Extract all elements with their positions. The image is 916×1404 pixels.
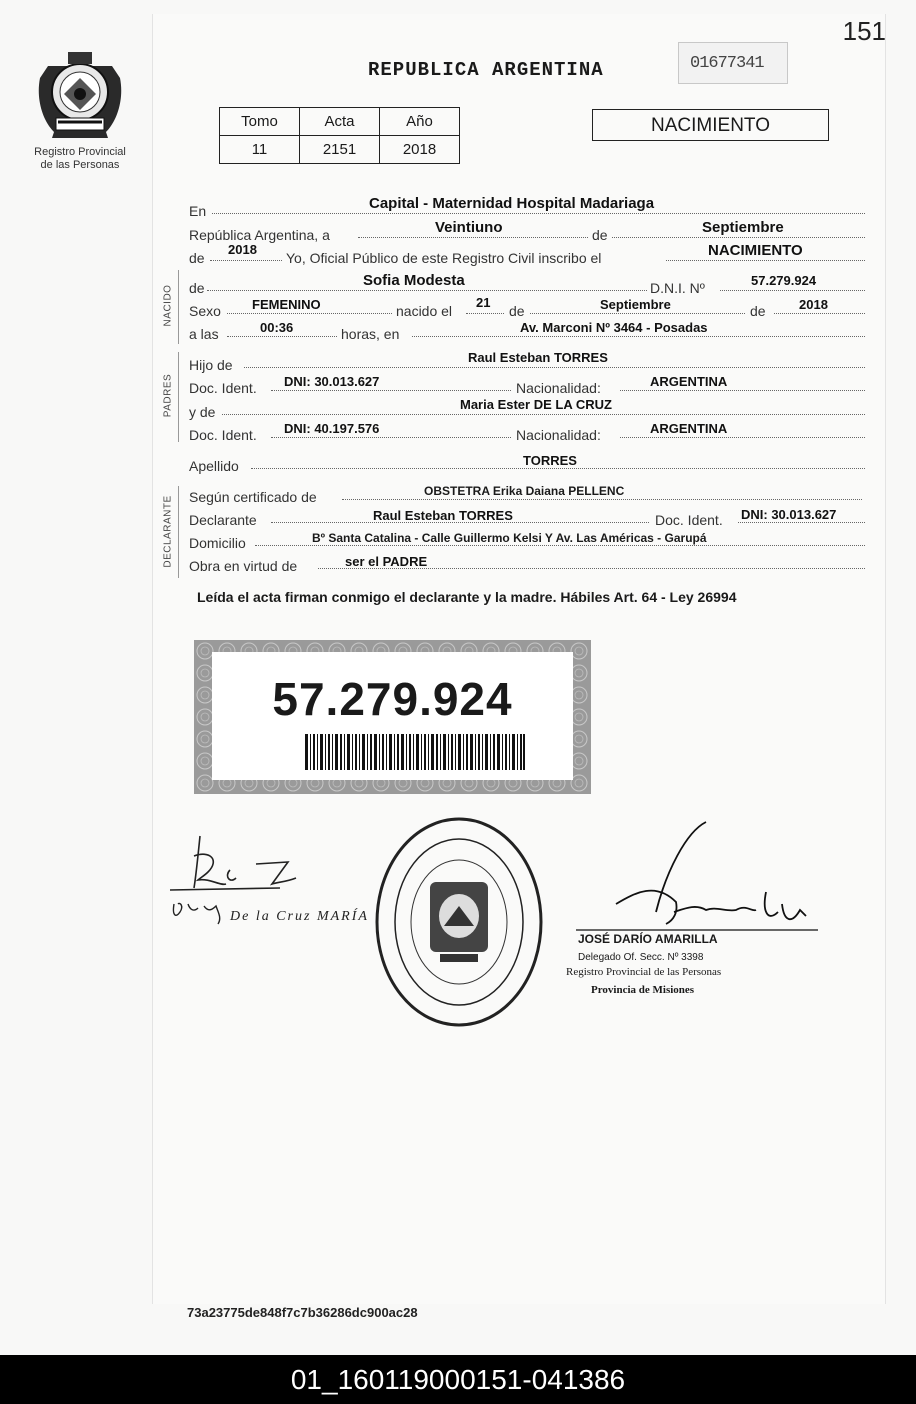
official-name: JOSÉ DARÍO AMARILLA — [578, 932, 718, 946]
month-value: Septiembre — [702, 219, 784, 236]
padres-divider — [178, 352, 179, 442]
birth-month-line — [530, 313, 745, 314]
mother-doc: DNI: 40.197.576 — [284, 421, 380, 436]
oficial-text: Yo, Oficial Público de este Registro Civil inscribo el — [286, 250, 602, 266]
de-label: de — [592, 227, 608, 243]
father-doc: DNI: 30.013.627 — [284, 374, 380, 389]
father-name: Raul Esteban TORRES — [468, 350, 608, 365]
registry-name-line2: de las Personas — [40, 159, 120, 171]
place-line — [212, 213, 865, 214]
birth-time: 00:36 — [260, 320, 294, 335]
sexo-line — [227, 313, 392, 314]
year-value: 2018 — [228, 242, 257, 257]
child-dni: 57.279.924 — [751, 273, 817, 288]
birth-month: Septiembre — [600, 297, 671, 312]
official-seal — [374, 816, 544, 1028]
address-line — [412, 336, 865, 337]
seal-outer-text — [408, 1036, 409, 1037]
name-line — [207, 290, 647, 291]
father-line — [244, 367, 865, 368]
nacido-divider — [178, 270, 179, 344]
dni-line — [720, 290, 865, 291]
birth-day: 21 — [476, 295, 491, 310]
official-role: Delegado Of. Secc. Nº 3398 — [578, 952, 704, 963]
mother-doc-label: Doc. Ident. — [189, 427, 257, 443]
mother-line — [222, 414, 865, 415]
document-hash: 73a23775de848f7c7b36286dc900ac28 — [187, 1305, 418, 1320]
declarante-divider — [178, 486, 179, 578]
domicilio-value: Bº Santa Catalina - Calle Guillermo Kelsi Y Av. Las Américas - Garupá — [312, 531, 707, 545]
domicilio-label: Domicilio — [189, 535, 246, 551]
official-province: Provincia de Misiones — [591, 984, 695, 996]
certificado-line — [342, 499, 862, 500]
register-table — [219, 107, 460, 164]
declarante-doc: DNI: 30.013.627 — [741, 507, 837, 522]
mother-doc-line — [271, 437, 511, 438]
event-value: NACIMIENTO — [708, 242, 803, 259]
dni-sticker — [194, 640, 591, 794]
apellido-value: TORRES — [523, 453, 577, 468]
nacido-el-label: nacido el — [396, 303, 453, 319]
official-registry: Registro Provincial de las Personas — [566, 966, 722, 978]
sticker-label — [212, 652, 573, 780]
republica-label: República Argentina, a — [189, 227, 330, 243]
day-line — [358, 237, 588, 238]
declarante-value: Raul Esteban TORRES — [373, 508, 513, 523]
padres-section-label: PADRES — [162, 373, 174, 418]
serial-number: 01677341 — [690, 54, 764, 73]
sexo-value: FEMENINO — [252, 297, 321, 312]
apellido-label: Apellido — [189, 458, 239, 474]
nacido-section-label: NACIDO — [162, 284, 174, 327]
month-line — [612, 237, 865, 238]
father-nat-line — [620, 390, 865, 391]
certificado-value: OBSTETRA Erika Daiana PELLENC — [424, 484, 625, 498]
registry-name-line1: Registro Provincial — [34, 146, 126, 158]
day-value: Veintiuno — [435, 219, 503, 236]
father-doc-line — [271, 390, 511, 391]
event-line — [666, 260, 865, 261]
certificado-label: Según certificado de — [189, 489, 317, 505]
sexo-label: Sexo — [189, 303, 221, 319]
birth-year: 2018 — [799, 297, 828, 312]
tomo-header: Tomo — [220, 108, 300, 136]
mother-nationality: ARGENTINA — [650, 421, 728, 436]
mother-nat-label: Nacionalidad: — [516, 427, 601, 443]
de-label-4: de — [750, 303, 766, 319]
place-value: Capital - Maternidad Hospital Madariaga — [369, 195, 655, 212]
declarante-doc-line — [738, 522, 865, 523]
year-line — [210, 260, 282, 261]
barcode — [305, 734, 525, 770]
nacido-de-label: de — [189, 280, 205, 296]
a-las-label: a las — [189, 326, 219, 342]
province-coat-of-arms-logo — [32, 48, 128, 142]
sticker-dni-number: 57.279.924 — [272, 673, 513, 725]
declarante-section-label: DECLARANTE — [162, 495, 174, 568]
acta-header: Acta — [300, 108, 380, 136]
declarante-doc-label: Doc. Ident. — [655, 512, 723, 528]
obra-label: Obra en virtud de — [189, 558, 298, 574]
obra-value: ser el PADRE — [345, 554, 428, 569]
apellido-line — [251, 468, 865, 469]
act-type-box: NACIMIENTO — [592, 109, 829, 141]
declarante-label: Declarante — [189, 512, 257, 528]
hijo-de-label: Hijo de — [189, 357, 233, 373]
child-name: Sofia Modesta — [363, 272, 465, 289]
mother-name: Maria Ester DE LA CRUZ — [460, 397, 612, 412]
domicilio-line — [255, 545, 865, 546]
father-nat-label: Nacionalidad: — [516, 380, 601, 396]
anio-value: 2018 — [380, 136, 460, 164]
de-label-2: de — [189, 250, 205, 266]
y-de-label: y de — [189, 404, 216, 420]
en-label: En — [189, 203, 207, 219]
page-title: REPUBLICA ARGENTINA — [368, 59, 604, 81]
anio-header: Año — [380, 108, 460, 136]
footer-file-id: 01_160119000151-041386 — [290, 1364, 626, 1395]
dni-label: D.N.I. Nº — [650, 280, 705, 296]
horas-label: horas, en — [341, 326, 400, 342]
birth-address: Av. Marconi Nº 3464 - Posadas — [520, 320, 708, 335]
birth-day-line — [466, 313, 504, 314]
father-doc-label: Doc. Ident. — [189, 380, 257, 396]
time-line — [227, 336, 337, 337]
mother-nat-line — [620, 437, 865, 438]
register-header-row — [220, 108, 460, 136]
mother-handwritten-name: De la Cruz MARÍA — [230, 909, 369, 924]
page-number: 151 — [842, 16, 886, 46]
tomo-value: 11 — [220, 136, 300, 164]
birth-year-line — [774, 313, 865, 314]
acta-value: 2151 — [300, 136, 380, 164]
father-nationality: ARGENTINA — [650, 374, 728, 389]
seal-inner-text — [408, 1040, 409, 1041]
de-label-3: de — [509, 303, 525, 319]
registry-name — [18, 146, 142, 172]
signature-note: Leída el acta firman conmigo el declarante y la madre. Hábiles Art. 64 - Ley 26994 — [197, 589, 737, 605]
register-value-row — [220, 136, 460, 164]
